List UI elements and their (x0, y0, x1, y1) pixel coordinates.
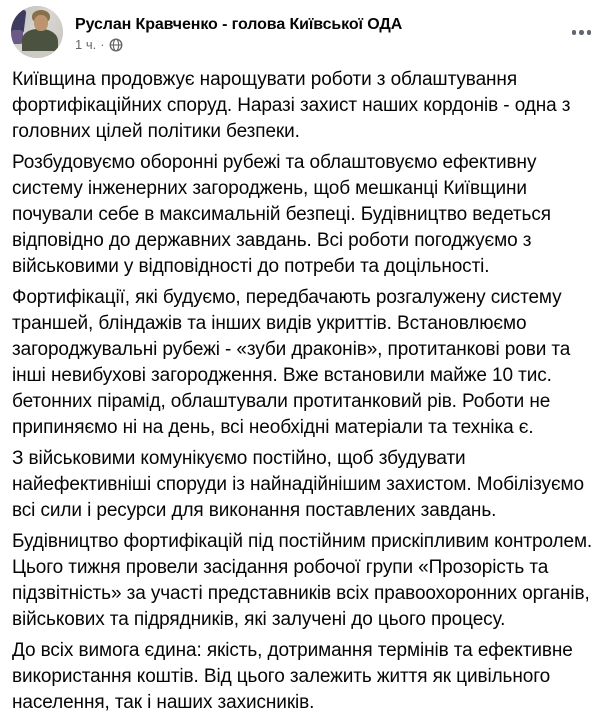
avatar-photo-person (34, 15, 48, 31)
post-meta-row (75, 37, 402, 53)
timestamp-link[interactable]: 1 ч. (75, 37, 97, 52)
ellipsis-icon (579, 30, 584, 35)
post-paragraph: З військовими комунікуємо постійно, щоб збудувати найефективніші споруди із найнадійнішим захистом. Мобілізуємо всі сили і ресурси для виконання поставлених завдань. (12, 448, 584, 521)
post-header (0, 6, 615, 58)
ellipsis-icon (572, 30, 577, 35)
post-paragraph: Будівництво фортифікацій під постійним прискіпливим контролем. Цього тижня провели засідання робочої групи «Прозорість та підзвітність» за участі представників всіх правоохоронних органів, військових та підрядників, які залучені до цього процесу. (12, 531, 593, 630)
post-paragraph: Фортифікації, які будуємо, передбачають розгалужену систему траншей, бліндажів та інших видів укриттів. Встановлюємо загороджувальні рубежі - «зуби драконів», протитанкові рови та інші невибухові загородження. Вже встановили майже 10 тис. бетонних пірамід, облаштували протитанковий рів. Роботи не припиняємо ні на день, всі необхідні матеріали та техніка є. (12, 287, 571, 438)
ellipsis-icon (587, 30, 592, 35)
post-body (0, 58, 615, 726)
globe-icon (109, 38, 123, 52)
meta-separator: · (100, 37, 105, 52)
post-paragraph: Розбудовуємо оборонні рубежі та облаштовуємо ефективну систему інженерних загороджень, щоб мешканці Київщини почували себе в максимальній безпеці. Будівництво ведеться відповідно до державних завдань. Всі роботи погоджуємо з військовими у відповідності до потреби та доцільності. (12, 152, 551, 277)
post-options-button[interactable] (568, 22, 596, 43)
avatar[interactable] (11, 6, 63, 58)
post-paragraph: Київщина продовжує нарощувати роботи з облаштування фортифікаційних споруд. Наразі захист наших кордонів - одна з головних цілей політики безпеки. (12, 69, 571, 142)
avatar-photo-detail (11, 51, 63, 58)
post-header-info (75, 6, 402, 53)
author-name-link[interactable]: Руслан Кравченко - голова Київської ОДА (75, 16, 403, 33)
post-paragraph: До всіх вимога єдина: якість, дотримання термінів та ефективне використання коштів. Від цього залежить життя як цивільного населення, так і наших захисників. (12, 640, 573, 713)
